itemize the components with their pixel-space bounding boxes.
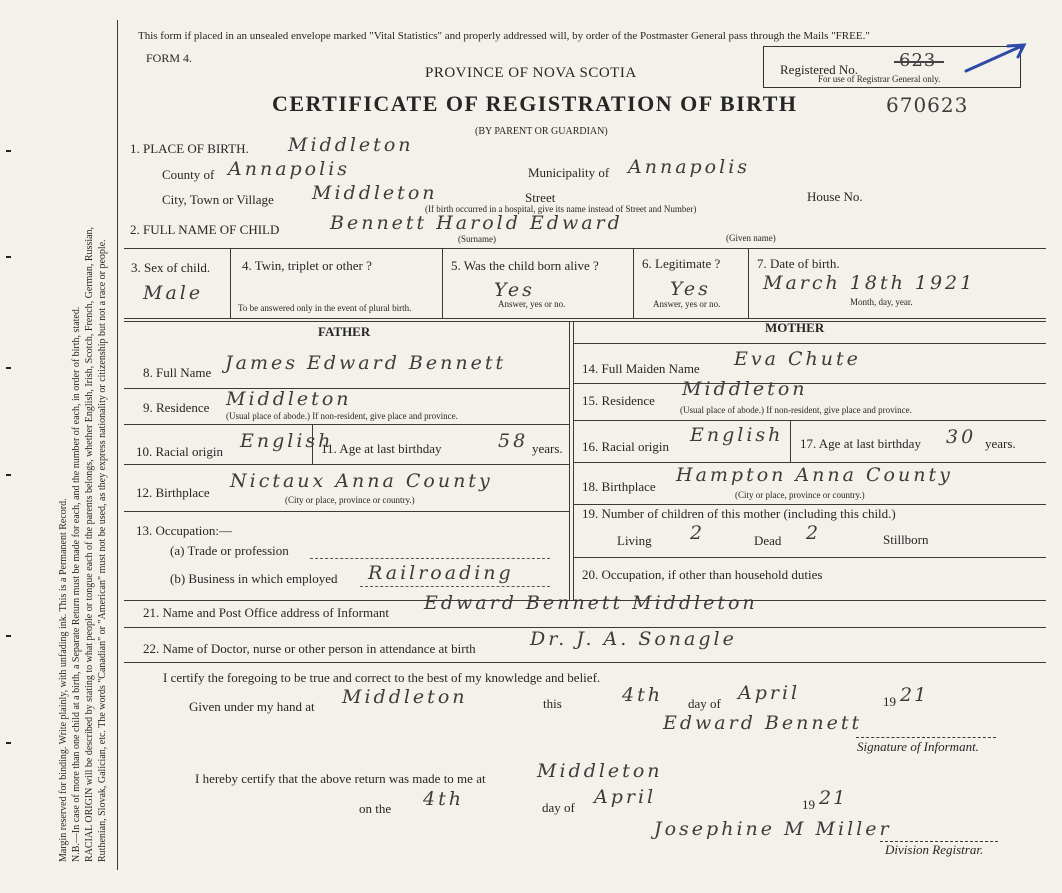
dead-value: 2 — [806, 522, 822, 544]
child-name-value: Bennett Harold Edward — [330, 212, 623, 234]
registrar-month: April — [594, 786, 657, 808]
this-label: this — [543, 696, 562, 711]
registrar-dayof-label: day of — [542, 800, 575, 815]
municipality-value: Annapolis — [628, 156, 751, 178]
registered-value: 623 — [899, 50, 937, 71]
mother-name-label: 14. Full Maiden Name — [582, 361, 700, 376]
strike-line — [894, 61, 944, 63]
living-label: Living — [617, 533, 652, 548]
rule — [573, 420, 1046, 421]
business-label: (b) Business in which employed — [170, 571, 338, 586]
year-prefix: 19 — [883, 694, 896, 709]
twin-label: 4. Twin, triplet or other ? — [242, 258, 372, 273]
center-rule — [569, 321, 570, 600]
father-birthplace-value: Nictaux Anna County — [230, 470, 493, 492]
mother-occupation-label: 20. Occupation, if other than household duties — [582, 567, 823, 582]
registered-box — [763, 46, 1021, 88]
dob-label: 7. Date of birth. — [757, 256, 840, 271]
given-place: Middleton — [342, 686, 468, 708]
rule — [573, 462, 1046, 463]
mail-notice: This form if placed in an unsealed envelope marked "Vital Statistics" and properly addressed will, by order of the Postmaster General pass through the Mails "FREE." — [138, 30, 870, 42]
mother-age-value: 30 — [946, 426, 977, 448]
col-rule — [230, 248, 231, 318]
mother-residence-value: Middleton — [682, 378, 808, 400]
margin-tick — [6, 150, 11, 152]
given-day: 4th — [622, 684, 663, 706]
signature-label: Signature of Informant. — [857, 739, 979, 754]
alive-value: Yes — [494, 279, 535, 301]
mother-residence-note: (Usual place of abode.) If non-resident, give place and province. — [680, 405, 912, 415]
col-rule — [748, 248, 749, 318]
margin-tick — [6, 635, 11, 637]
father-birthplace-label: 12. Birthplace — [136, 485, 210, 500]
father-racial-value: English — [240, 430, 334, 452]
registrar-signature: Josephine M Miller — [654, 818, 892, 840]
registrar-year-prefix: 19 — [802, 797, 815, 812]
rule — [124, 662, 1046, 663]
sex-label: 3. Sex of child. — [131, 260, 211, 275]
rule — [124, 511, 569, 512]
county-value: Annapolis — [228, 158, 351, 180]
father-name-label: 8. Full Name — [143, 365, 212, 380]
legitimate-label: 6. Legitimate ? — [642, 256, 721, 271]
signature-line — [856, 737, 996, 738]
col-rule — [312, 424, 313, 464]
subtitle: (BY PARENT OR GUARDIAN) — [475, 126, 608, 137]
rule — [124, 424, 569, 425]
registrar-place: Middleton — [537, 760, 663, 782]
place-of-birth-label: 1. PLACE OF BIRTH. — [130, 141, 249, 156]
rule — [124, 248, 1046, 249]
mother-birthplace-note: (City or place, province or country.) — [735, 490, 865, 500]
margin-note-4: Ruthenian, Slovak, Galician, etc. The words "Canadian" or "American" must not be used, as they express nationality or citizenship but not a race or people. — [97, 239, 108, 862]
dead-label: Dead — [754, 533, 782, 548]
doctor-label: 22. Name of Doctor, nurse or other person in attendance at birth — [143, 641, 476, 656]
doctor-value: Dr. J. A. Sonagle — [530, 628, 737, 650]
form-number: FORM 4. — [146, 51, 193, 65]
mother-residence-label: 15. Residence — [582, 393, 655, 408]
given-label: Given under my hand at — [189, 699, 315, 714]
file-number: 670623 — [886, 93, 969, 117]
mother-birthplace-label: 18. Birthplace — [582, 479, 656, 494]
children-label: 19. Number of children of this mother (including this child.) — [582, 506, 896, 521]
rule — [573, 557, 1046, 558]
city-value: Middleton — [312, 182, 438, 204]
dob-value: March 18th 1921 — [763, 272, 976, 294]
registered-note: For use of Registrar General only. — [818, 74, 941, 84]
city-label: City, Town or Village — [162, 192, 274, 207]
mother-birthplace-value: Hampton Anna County — [676, 464, 953, 486]
father-racial-label: 10. Racial origin — [136, 444, 224, 459]
margin-tick — [6, 474, 11, 476]
informant-label: 21. Name and Post Office address of Informant — [143, 605, 389, 620]
business-value: Railroading — [368, 562, 514, 584]
margin-note-1: Margin reserved for binding. Write plainly, with unfading ink. This is a Permanent Record. — [58, 498, 69, 862]
page-title: CERTIFICATE OF REGISTRATION OF BIRTH — [272, 91, 798, 116]
county-label: County of — [162, 167, 215, 182]
registrar-year: 21 — [819, 787, 848, 809]
col-rule — [790, 420, 791, 462]
mother-age-label: 17. Age at last birthday — [800, 436, 921, 451]
municipality-label: Municipality of — [528, 165, 610, 180]
rule — [124, 464, 569, 465]
father-birthplace-note: (City or place, province or country.) — [285, 495, 415, 505]
house-no-label: House No. — [807, 189, 863, 204]
given-name-note: (Given name) — [726, 233, 776, 243]
mother-racial-label: 16. Racial origin — [582, 439, 670, 454]
margin-note-2: N.B.—In case of more than one child at a birth, a Separate Return must be made for each, and the number of each, in order of birth, stated. — [71, 306, 82, 862]
business-line — [360, 586, 550, 587]
certify-statement: I certify the foregoing to be true and correct to the best of my knowledge and belief. — [163, 670, 601, 685]
sex-value: Male — [143, 282, 204, 304]
informant-signature: Edward Bennett — [663, 712, 863, 734]
surname-note: (Surname) — [458, 234, 496, 244]
father-residence-label: 9. Residence — [143, 400, 210, 415]
trade-line — [310, 558, 550, 559]
mother-age-years: years. — [985, 436, 1016, 451]
rule — [573, 343, 1046, 344]
hospital-note: (If birth occurred in a hospital, give its name instead of Street and Number) — [425, 204, 697, 214]
child-name-label: 2. FULL NAME OF CHILD — [130, 222, 280, 237]
registrar-statement: I hereby certify that the above return was made to me at — [195, 771, 486, 786]
occupation-label: 13. Occupation:— — [136, 523, 233, 538]
legitimate-value: Yes — [670, 278, 711, 300]
margin-tick — [6, 367, 11, 369]
father-residence-note: (Usual place of abode.) If non-resident, give place and province. — [226, 411, 458, 421]
street-label: Street — [525, 190, 556, 205]
rule — [573, 383, 1046, 384]
twin-note: To be answered only in the event of plural birth. — [238, 303, 412, 313]
father-age-years: years. — [532, 441, 563, 456]
registrar-label: Division Registrar. — [885, 842, 984, 857]
province-heading: PROVINCE OF NOVA SCOTIA — [425, 65, 637, 81]
margin-tick — [6, 742, 11, 744]
dayof-label: day of — [688, 696, 721, 711]
center-rule — [573, 321, 574, 600]
registered-label: Registered No. — [780, 62, 858, 77]
living-value: 2 — [690, 522, 706, 544]
given-year: 21 — [900, 684, 929, 706]
alive-label: 5. Was the child born alive ? — [451, 258, 599, 273]
on-label: on the — [359, 801, 392, 816]
father-name-value: James Edward Bennett — [225, 352, 507, 374]
margin-rule — [117, 20, 118, 870]
rule — [124, 318, 1046, 319]
father-age-label: 11. Age at last birthday — [321, 441, 442, 456]
col-rule — [442, 248, 443, 318]
checkmark-icon — [962, 41, 1030, 75]
stillborn-label: Stillborn — [883, 532, 929, 547]
given-month: April — [738, 682, 801, 704]
rule — [573, 504, 1046, 505]
mother-heading: MOTHER — [765, 320, 825, 335]
col-rule — [633, 248, 634, 318]
father-heading: FATHER — [318, 324, 371, 339]
place-of-birth-value: Middleton — [288, 134, 414, 156]
mother-racial-value: English — [690, 424, 784, 446]
legitimate-note: Answer, yes or no. — [653, 299, 721, 309]
father-age-value: 58 — [498, 430, 529, 452]
informant-value: Edward Bennett Middleton — [424, 592, 758, 614]
registrar-day: 4th — [423, 788, 464, 810]
margin-note-3: RACIAL ORIGIN will be described by stating to what people or tongue each of the parents belongs, whether English, Irish, Scotch, French, German, Russian, — [84, 226, 95, 862]
alive-note: Answer, yes or no. — [498, 299, 566, 309]
trade-label: (a) Trade or profession — [170, 543, 289, 558]
mother-name-value: Eva Chute — [734, 348, 861, 370]
margin-tick — [6, 256, 11, 258]
dob-note: Month, day, year. — [850, 297, 913, 307]
father-residence-value: Middleton — [226, 388, 352, 410]
rule — [124, 321, 1046, 322]
